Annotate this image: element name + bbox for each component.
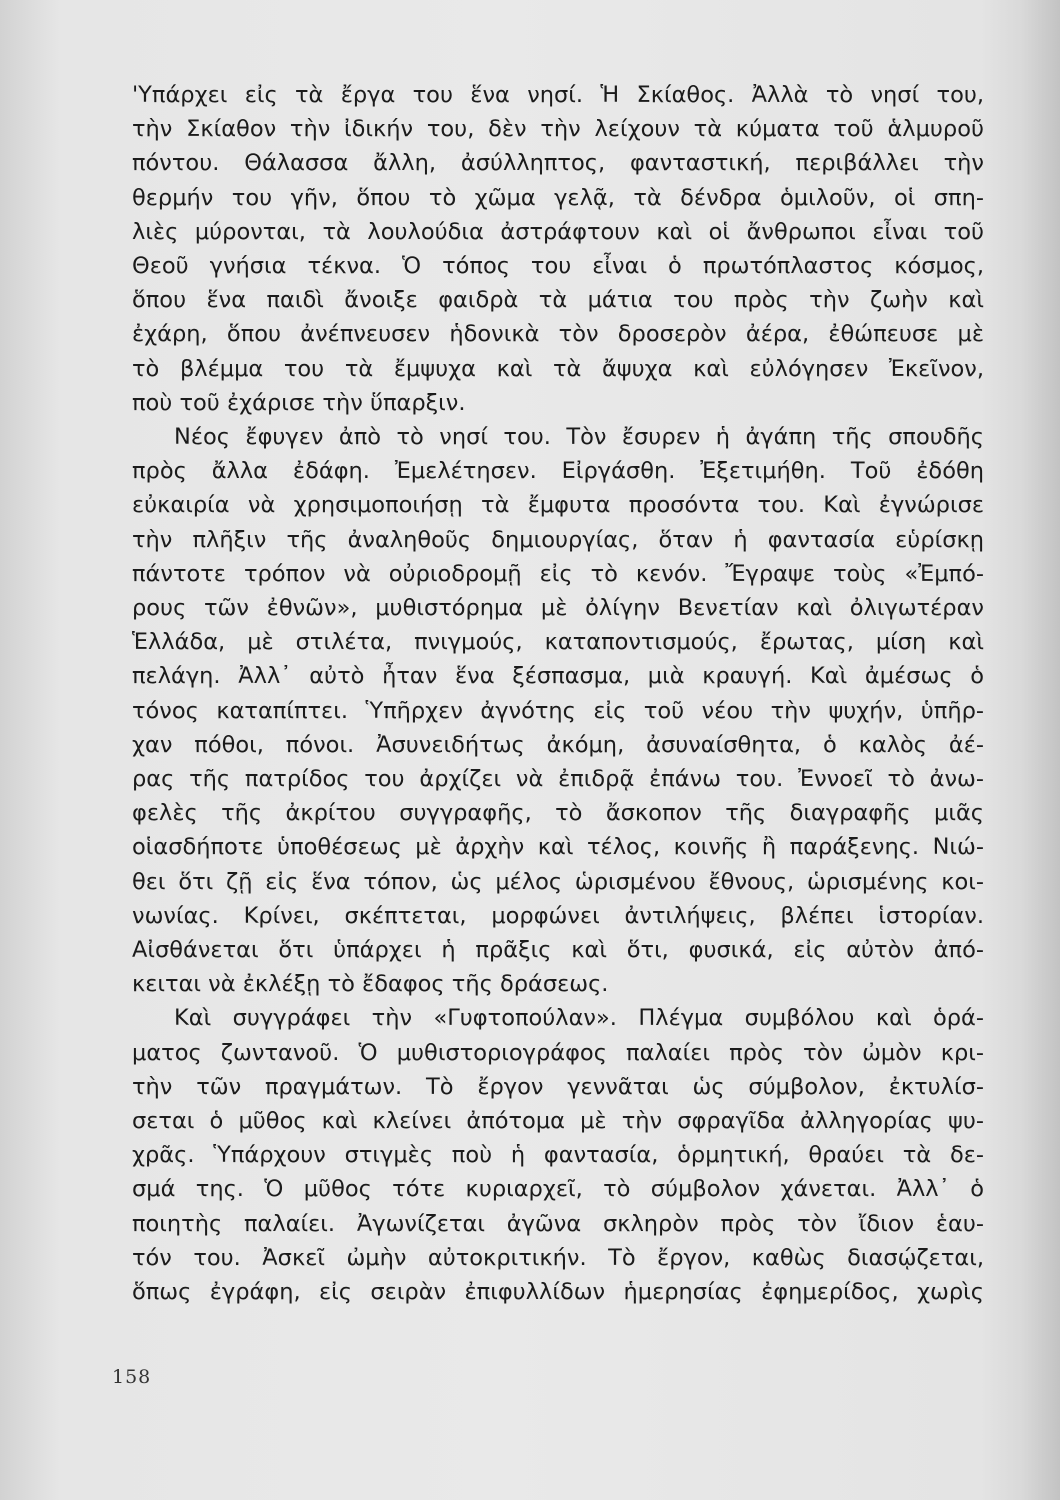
text-line: θερμήν του γῆν, ὅπου τὸ χῶμα γελᾷ, τὰ δένδρα ὁμιλοῦν, οἱ σπη- [132,184,984,211]
text-line: εὐκαιρία νὰ χρησιμοποιήσῃ τὰ ἔμφυτα προσόντα του. Καὶ ἐγνώρισε [132,492,984,519]
paragraph-first-line: Νέος ἔφυγεν ἀπὸ τὸ νησί του. Τὸν ἔσυρεν ἡ ἀγάπη τῆς σπουδῆς [174,424,984,450]
text-line: πελάγη. Ἀλλ᾽ αὐτὸ ἦταν ἕνα ξέσπασμα, μιὰ κραυγή. Καὶ ἀμέσως ὁ [132,663,984,690]
text-line: ρους τῶν ἐθνῶν», μυθιστόρημα μὲ ὀλίγην Βενετίαν καὶ ὀλιγωτέραν [132,595,984,621]
text-line: νωνίας. Κρίνει, σκέπτεται, μορφώνει ἀντιλήψεις, βλέπει ἱστορίαν. [132,902,984,929]
text-line: θει ὅτι ζῇ εἰς ἕνα τόπον, ὡς μέλος ὡρισμένου ἔθνους, ὡρισμένης κοι- [132,868,984,895]
text-line: οἱασδήποτε ὑποθέσεως μὲ ἀρχὴν καὶ τέλος, κοινῆς ἢ παράξενης. Νιώ- [132,834,984,861]
text-line: χρᾶς. Ὑπάρχουν στιγμὲς ποὺ ἡ φαντασία, ὁρμητική, θραύει τὰ δε- [132,1142,984,1169]
text-line: σμά της. Ὁ μῦθος τότε κυριαρχεῖ, τὸ σύμβολον χάνεται. Ἀλλ᾽ ὁ [132,1176,984,1203]
text-line: τὴν Σκίαθον τὴν ἰδικήν του, δὲν τὴν λείχουν τὰ κύματα τοῦ ἁλμυροῦ [132,116,984,143]
page-edge-shadow [1020,0,1060,1500]
text-line: Αἰσθάνεται ὅτι ὑπάρχει ἡ πρᾶξις καὶ ὅτι, φυσικά, εἰς αὐτὸν ἀπό- [132,937,984,963]
text-line: τὴν πλῆξιν τῆς ἀναληθοῦς δημιουργίας, ὅταν ἡ φαντασία εὑρίσκῃ [132,526,984,553]
text-line: πόντου. Θάλασσα ἄλλη, ἀσύλληπτος, φανταστική, περιβάλλει τὴν [132,150,984,177]
text-line: Θεοῦ γνήσια τέκνα. Ὁ τόπος του εἶναι ὁ πρωτόπλαστος κόσμος, [132,253,984,279]
text-line: ὅπου ἕνα παιδὶ ἄνοιξε φαιδρὰ τὰ μάτια του πρὸς τὴν ζωὴν καὶ [132,287,984,314]
text-line: τὴν τῶν πραγμάτων. Τὸ ἔργον γεννᾶται ὡς σύμβολον, ἐκτυλίσ- [132,1073,984,1100]
text-line: ὅπως ἐγράφη, εἰς σειρὰν ἐπιφυλλίδων ἡμερησίας ἐφημερίδος, χωρὶς [132,1279,984,1305]
text-line: ματος ζωντανοῦ. Ὁ μυθιστοριογράφος παλαίει πρὸς τὸν ὠμὸν κρι- [132,1039,984,1066]
text-line: χαν πόθοι, πόνοι. Ἀσυνειδήτως ἀκόμη, ἀσυναίσθητα, ὁ καλὸς ἀέ- [132,731,984,758]
text-line: λιὲς μύρονται, τὰ λουλούδια ἀστράφτουν καὶ οἱ ἄνθρωποι εἶναι τοῦ [132,218,984,245]
text-line: φελὲς τῆς ἀκρίτου συγγραφῆς, τὸ ἄσκοπον τῆς διαγραφῆς μιᾶς [132,800,984,827]
text-line: τόν του. Ἀσκεῖ ὠμὴν αὐτοκριτικήν. Τὸ ἔργον, καθὼς διασῴζεται, [132,1244,984,1271]
text-line: 'Υπάρχει εἰς τὰ ἔργα του ἕνα νησί. Ἡ Σκίαθος. Ἀλλὰ τὸ νησί του, [132,82,984,108]
text-line: ποὺ τοῦ ἐχάρισε τὴν ὕπαρξιν. [132,389,466,416]
text-line: τόνος καταπίπτει. Ὑπῆρχεν ἀγνότης εἰς τοῦ νέου τὴν ψυχήν, ὑπῆρ- [132,697,984,724]
paragraph-first-line: Καὶ συγγράφει τὴν «Γυφτοπούλαν». Πλέγμα συμβόλου καὶ ὁρά- [174,1005,984,1032]
text-line: ποιητὴς παλαίει. Ἀγωνίζεται ἀγῶνα σκληρὸν πρὸς τὸν ἴδιον ἑαυ- [132,1210,984,1237]
text-line: πρὸς ἄλλα ἐδάφη. Ἐμελέτησεν. Εἰργάσθη. Ἐξετιμήθη. Τοῦ ἐδόθη [132,458,984,485]
text-line: Ἑλλάδα, μὲ στιλέτα, πνιγμούς, καταποντισμούς, ἔρωτας, μίση καὶ [132,629,984,656]
text-line: τὸ βλέμμα του τὰ ἔμψυχα καὶ τὰ ἄψυχα καὶ εὐλόγησεν Ἐκεῖνον, [132,355,984,382]
text-line: σεται ὁ μῦθος καὶ κλείνει ἀπότομα μὲ τὴν σφραγῖδα ἀλληγορίας ψυ- [132,1108,984,1134]
text-line: πάντοτε τρόπον νὰ οὐριοδρομῇ εἰς τὸ κενόν. Ἔγραψε τοὺς «Ἐμπό- [132,560,984,587]
page-number: 158 [112,1366,152,1388]
text-line: ρας τῆς πατρίδος του ἀρχίζει νὰ ἐπιδρᾷ ἐπάνω του. Ἐννοεῖ τὸ ἀνω- [132,766,984,792]
text-line: κειται νὰ ἐκλέξῃ τὸ ἔδαφος τῆς δράσεως. [132,971,609,998]
text-line: ἐχάρη, ὅπου ἀνέπνευσεν ἡδονικὰ τὸν δροσερὸν ἀέρα, ἐθώπευσε μὲ [132,321,984,348]
